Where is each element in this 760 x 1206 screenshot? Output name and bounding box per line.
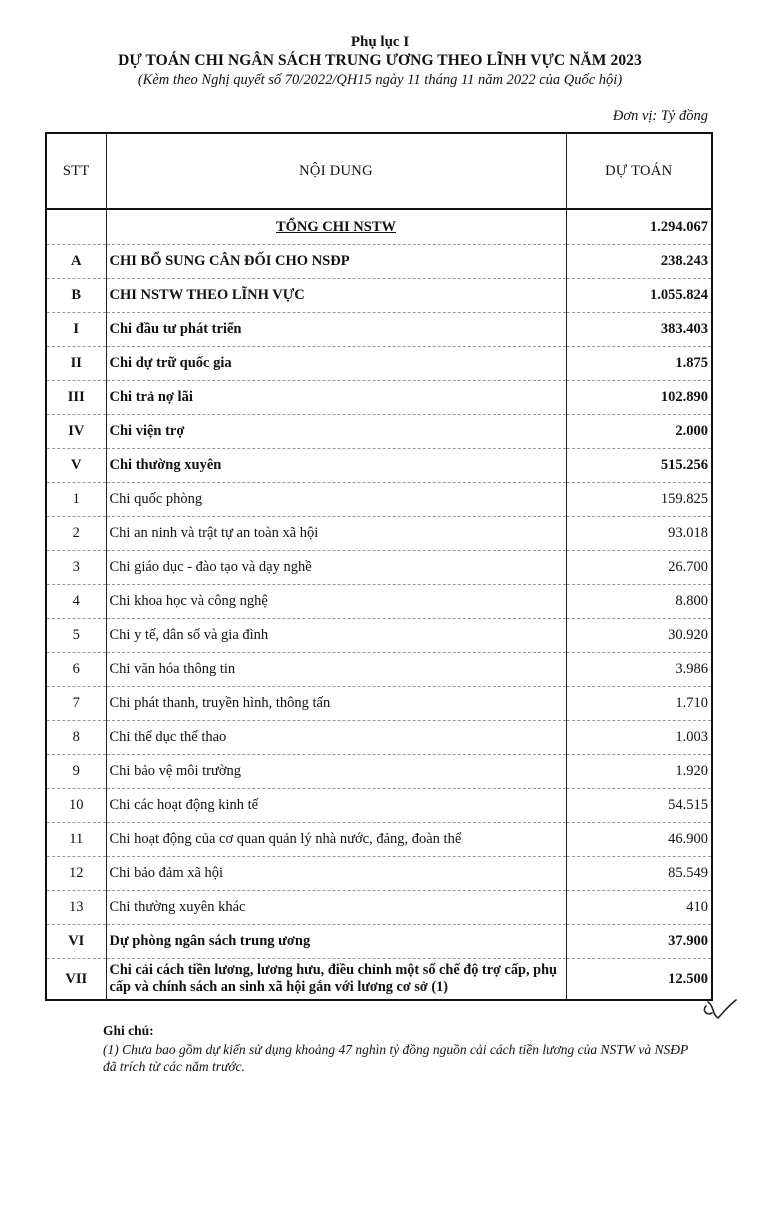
column-header-content: NỘI DUNG [106,133,566,209]
row-content: Chi y tế, dân số và gia đình [106,619,566,653]
table-row [46,245,712,279]
table-row [46,959,712,1001]
row-stt: 6 [46,653,106,687]
row-content: Chi giáo dục - đào tạo và dạy nghề [106,551,566,585]
row-content: Chi văn hóa thông tin [106,653,566,687]
row-amount: 1.710 [566,687,712,721]
row-stt: A [46,245,106,279]
table-row [46,209,712,245]
row-amount: 93.018 [566,517,712,551]
row-content: Chi hoạt động của cơ quan quản lý nhà nước, đảng, đoàn thể [106,823,566,857]
row-content: Chi thường xuyên [106,449,566,483]
row-stt [46,209,106,245]
row-stt: 13 [46,891,106,925]
row-content: Chi bảo vệ môi trường [106,755,566,789]
table-row [46,755,712,789]
row-stt: V [46,449,106,483]
row-stt: 10 [46,789,106,823]
row-stt: VII [46,959,106,1001]
row-amount: 8.800 [566,585,712,619]
row-amount: 30.920 [566,619,712,653]
row-content: Chi quốc phòng [106,483,566,517]
document-subtitle: (Kèm theo Nghị quyết số 70/2022/QH15 ngày 11 tháng 11 năm 2022 của Quốc hội) [137,72,623,88]
table-row [46,857,712,891]
table-header-row [46,133,712,209]
row-stt: 1 [46,483,106,517]
row-stt: II [46,347,106,381]
table-row [46,619,712,653]
row-stt: B [46,279,106,313]
table-row [46,449,712,483]
row-stt: IV [46,415,106,449]
row-content: Chi cải cách tiền lương, lương hưu, điều chỉnh một số chế độ trợ cấp, phụ cấp và chính sách an sinh xã hội gắn với lương cơ sở (1) [106,959,566,1001]
column-header-estimate: DỰ TOÁN [566,133,712,209]
row-content: Chi bảo đảm xã hội [106,857,566,891]
row-amount: 102.890 [566,381,712,415]
row-stt: I [46,313,106,347]
row-amount: 3.986 [566,653,712,687]
row-content: Chi khoa học và công nghệ [106,585,566,619]
row-amount: 37.900 [566,925,712,959]
row-content: CHI BỔ SUNG CÂN ĐỐI CHO NSĐP [106,245,566,279]
row-stt: 12 [46,857,106,891]
table-row [46,517,712,551]
table-row [46,891,712,925]
notes-title: Ghi chú: [103,1023,154,1038]
table-row [46,653,712,687]
row-content: Dự phòng ngân sách trung ương [106,925,566,959]
row-amount: 383.403 [566,313,712,347]
row-amount: 12.500 [566,959,712,1001]
row-content: Chi thể dục thể thao [106,721,566,755]
table-row [46,313,712,347]
notes-section [103,1022,703,1075]
table-row [46,381,712,415]
row-amount: 26.700 [566,551,712,585]
row-amount: 46.900 [566,823,712,857]
row-stt: 4 [46,585,106,619]
table-row [46,925,712,959]
table-row [46,551,712,585]
row-amount: 2.000 [566,415,712,449]
row-amount: 159.825 [566,483,712,517]
table-row [46,279,712,313]
row-amount: 238.243 [566,245,712,279]
row-content: Chi viện trợ [106,415,566,449]
row-content: Chi an ninh và trật tự an toàn xã hội [106,517,566,551]
column-header-stt: STT [46,133,106,209]
row-content: Chi đầu tư phát triển [106,313,566,347]
table-row [46,687,712,721]
row-stt: 7 [46,687,106,721]
row-amount: 1.920 [566,755,712,789]
row-amount: 1.003 [566,721,712,755]
row-content: CHI NSTW THEO LĨNH VỰC [106,279,566,313]
row-content: Chi các hoạt động kinh tế [106,789,566,823]
row-amount: 1.875 [566,347,712,381]
table-row [46,789,712,823]
row-stt: III [46,381,106,415]
row-content: TỔNG CHI NSTW [106,209,566,245]
document-title: DỰ TOÁN CHI NGÂN SÁCH TRUNG ƯƠNG THEO LĨNH VỰC NĂM 2023 [118,52,642,69]
row-stt: 8 [46,721,106,755]
row-stt: 9 [46,755,106,789]
row-amount: 85.549 [566,857,712,891]
row-stt: 2 [46,517,106,551]
row-stt: 3 [46,551,106,585]
row-content: Chi trả nợ lãi [106,381,566,415]
row-amount: 1.294.067 [566,209,712,245]
row-content: Chi phát thanh, truyền hình, thông tấn [106,687,566,721]
budget-table [45,132,713,1001]
table-body [46,209,712,1000]
row-stt: VI [46,925,106,959]
row-amount: 54.515 [566,789,712,823]
row-stt: 11 [46,823,106,857]
table-row [46,585,712,619]
initials-signature-mark [700,996,740,1024]
row-amount: 410 [566,891,712,925]
appendix-label: Phụ lục I [350,34,410,50]
table-row [46,415,712,449]
table-row [46,721,712,755]
table-row [46,483,712,517]
row-amount: 1.055.824 [566,279,712,313]
unit-label: Đơn vị: Tỷ đồng [612,108,708,124]
notes-text: (1) Chưa bao gồm dự kiến sử dụng khoảng 47 nghìn tỷ đồng nguồn cải cách tiền lương của NSTW và NSĐP đã trích từ các năm trước. [103,1042,688,1074]
row-content: Chi thường xuyên khác [106,891,566,925]
row-stt: 5 [46,619,106,653]
table-row [46,347,712,381]
row-content: Chi dự trữ quốc gia [106,347,566,381]
table-row [46,823,712,857]
row-amount: 515.256 [566,449,712,483]
